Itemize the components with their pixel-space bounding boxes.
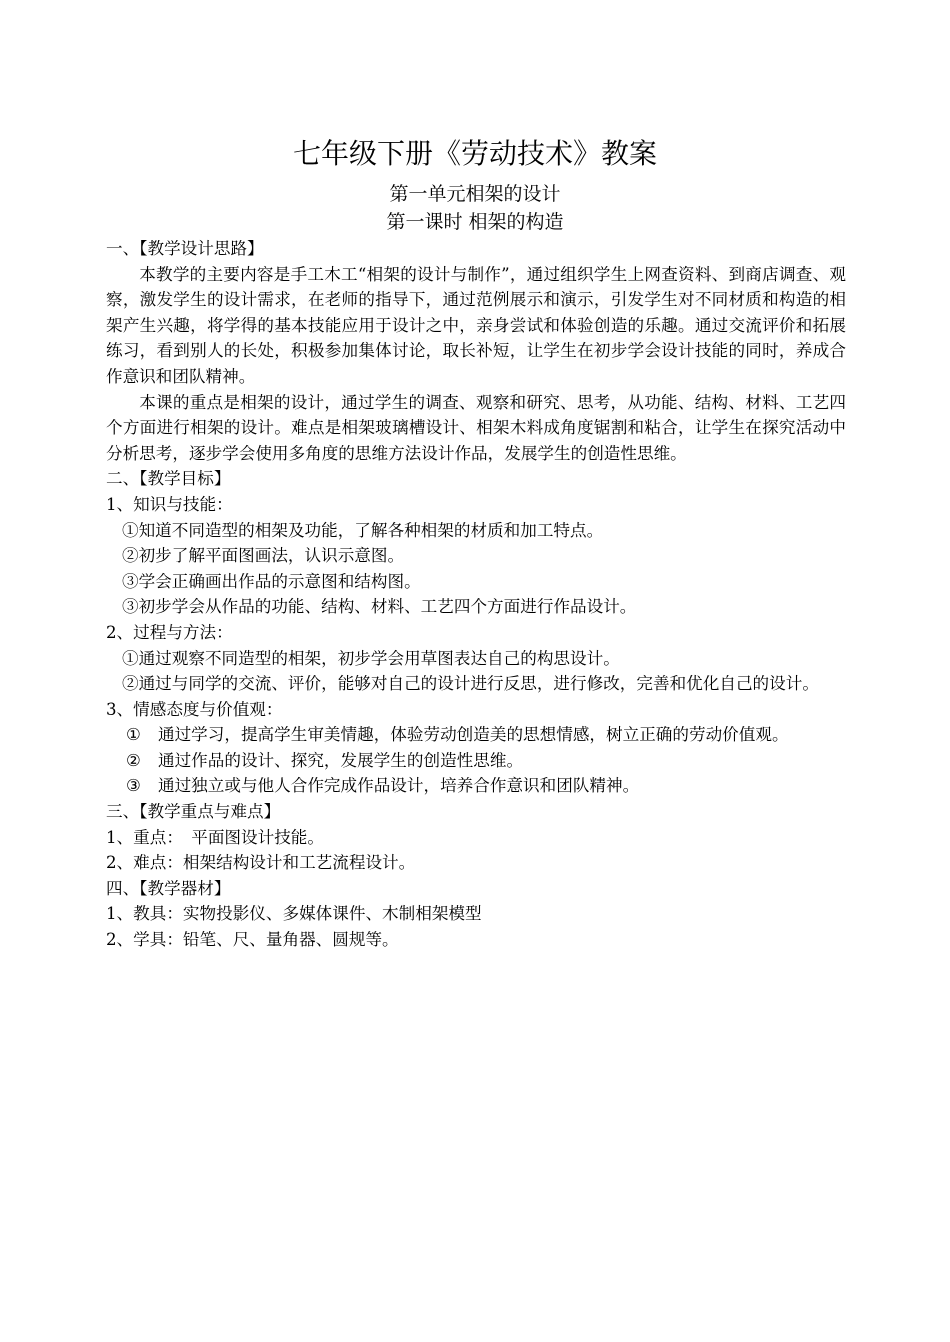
lesson-title: 第一课时 相架的构造: [386, 211, 564, 233]
section-heading-design-idea: 一、【教学设计思路】: [106, 239, 264, 258]
list-item: [106, 773, 846, 799]
list-number: ③: [126, 776, 141, 796]
list-item: [106, 748, 846, 774]
list-text: 通过作品的设计、探究，发展学生的创造性思维。: [158, 750, 524, 770]
list-number: ①: [126, 725, 141, 745]
objective-group-knowledge: 1、知识与技能：: [106, 494, 233, 514]
list-number: ②: [126, 750, 141, 770]
list-item: ③学会正确画出作品的示意图和结构图。: [122, 571, 421, 591]
document-title: 七年级下册《劳动技术》教案: [292, 137, 657, 170]
list-item: ③初步学会从作品的功能、结构、材料、工艺四个方面进行作品设计。: [122, 597, 637, 617]
list-item: ②通过与同学的交流、评价，能够对自己的设计进行反思，进行修改，完善和优化自己的设计。: [122, 674, 819, 694]
list-item: 1、重点： 平面图设计技能。: [106, 827, 324, 847]
section-heading-objectives: 二、【教学目标】: [106, 469, 231, 489]
list-item: 2、学具：铅笔、尺、量角器、圆规等。: [106, 930, 399, 950]
list-item: ①通过观察不同造型的相架，初步学会用草图表达自己的构思设计。: [122, 648, 620, 668]
list-item: ②初步了解平面图画法，认识示意图。: [122, 546, 405, 566]
unit-title: 第一单元相架的设计: [389, 183, 561, 205]
section-heading-focus-difficulty: 三、【教学重点与难点】: [106, 802, 281, 822]
list-item: 2、难点：相架结构设计和工艺流程设计。: [106, 853, 416, 873]
objective-group-attitude: 3、情感态度与价值观：: [106, 699, 283, 719]
list-text: 通过学习，提高学生审美情趣，体验劳动创造美的思想情感，树立正确的劳动价值观。: [158, 725, 789, 745]
document-body: [106, 236, 846, 953]
list-item: [106, 722, 846, 748]
section-heading-equipment: 四、【教学器材】: [106, 878, 231, 898]
paragraph-key-points: 本课的重点是相架的设计，通过学生的调查、观察和研究、思考，从功能、结构、材料、工艺四个方面进行相架的设计。难点是相架玻璃槽设计、相架木料成角度锯割和粘合，让学生在探究活动中分析思考，逐步学会使用多角度的思维方法设计作品，发展学生的创造性思维。: [106, 392, 846, 463]
list-item: 1、教具：实物投影仪、多媒体课件、木制相架模型: [106, 904, 482, 924]
list-item: ①知道不同造型的相架及功能，了解各种相架的材质和加工特点。: [122, 520, 604, 540]
paragraph-content-overview: 本教学的主要内容是手工木工“相架的设计与制作”，通过组织学生上网查资料、到商店调查、观察，激发学生的设计需求，在老师的指导下，通过范例展示和演示，引发学生对不同材质和构造的相架产生兴趣，将学得的基本技能应用于设计之中，亲身尝试和体验创造的乐趣。通过交流评价和拓展练习，看到别人的长处，积极参加集体讨论，取长补短，让学生在初步学会设计技能的同时，养成合作意识和团队精神。: [106, 264, 846, 386]
list-text: 通过独立或与他人合作完成作品设计，培养合作意识和团队精神。: [158, 776, 640, 796]
objective-group-process: 2、过程与方法：: [106, 622, 233, 642]
